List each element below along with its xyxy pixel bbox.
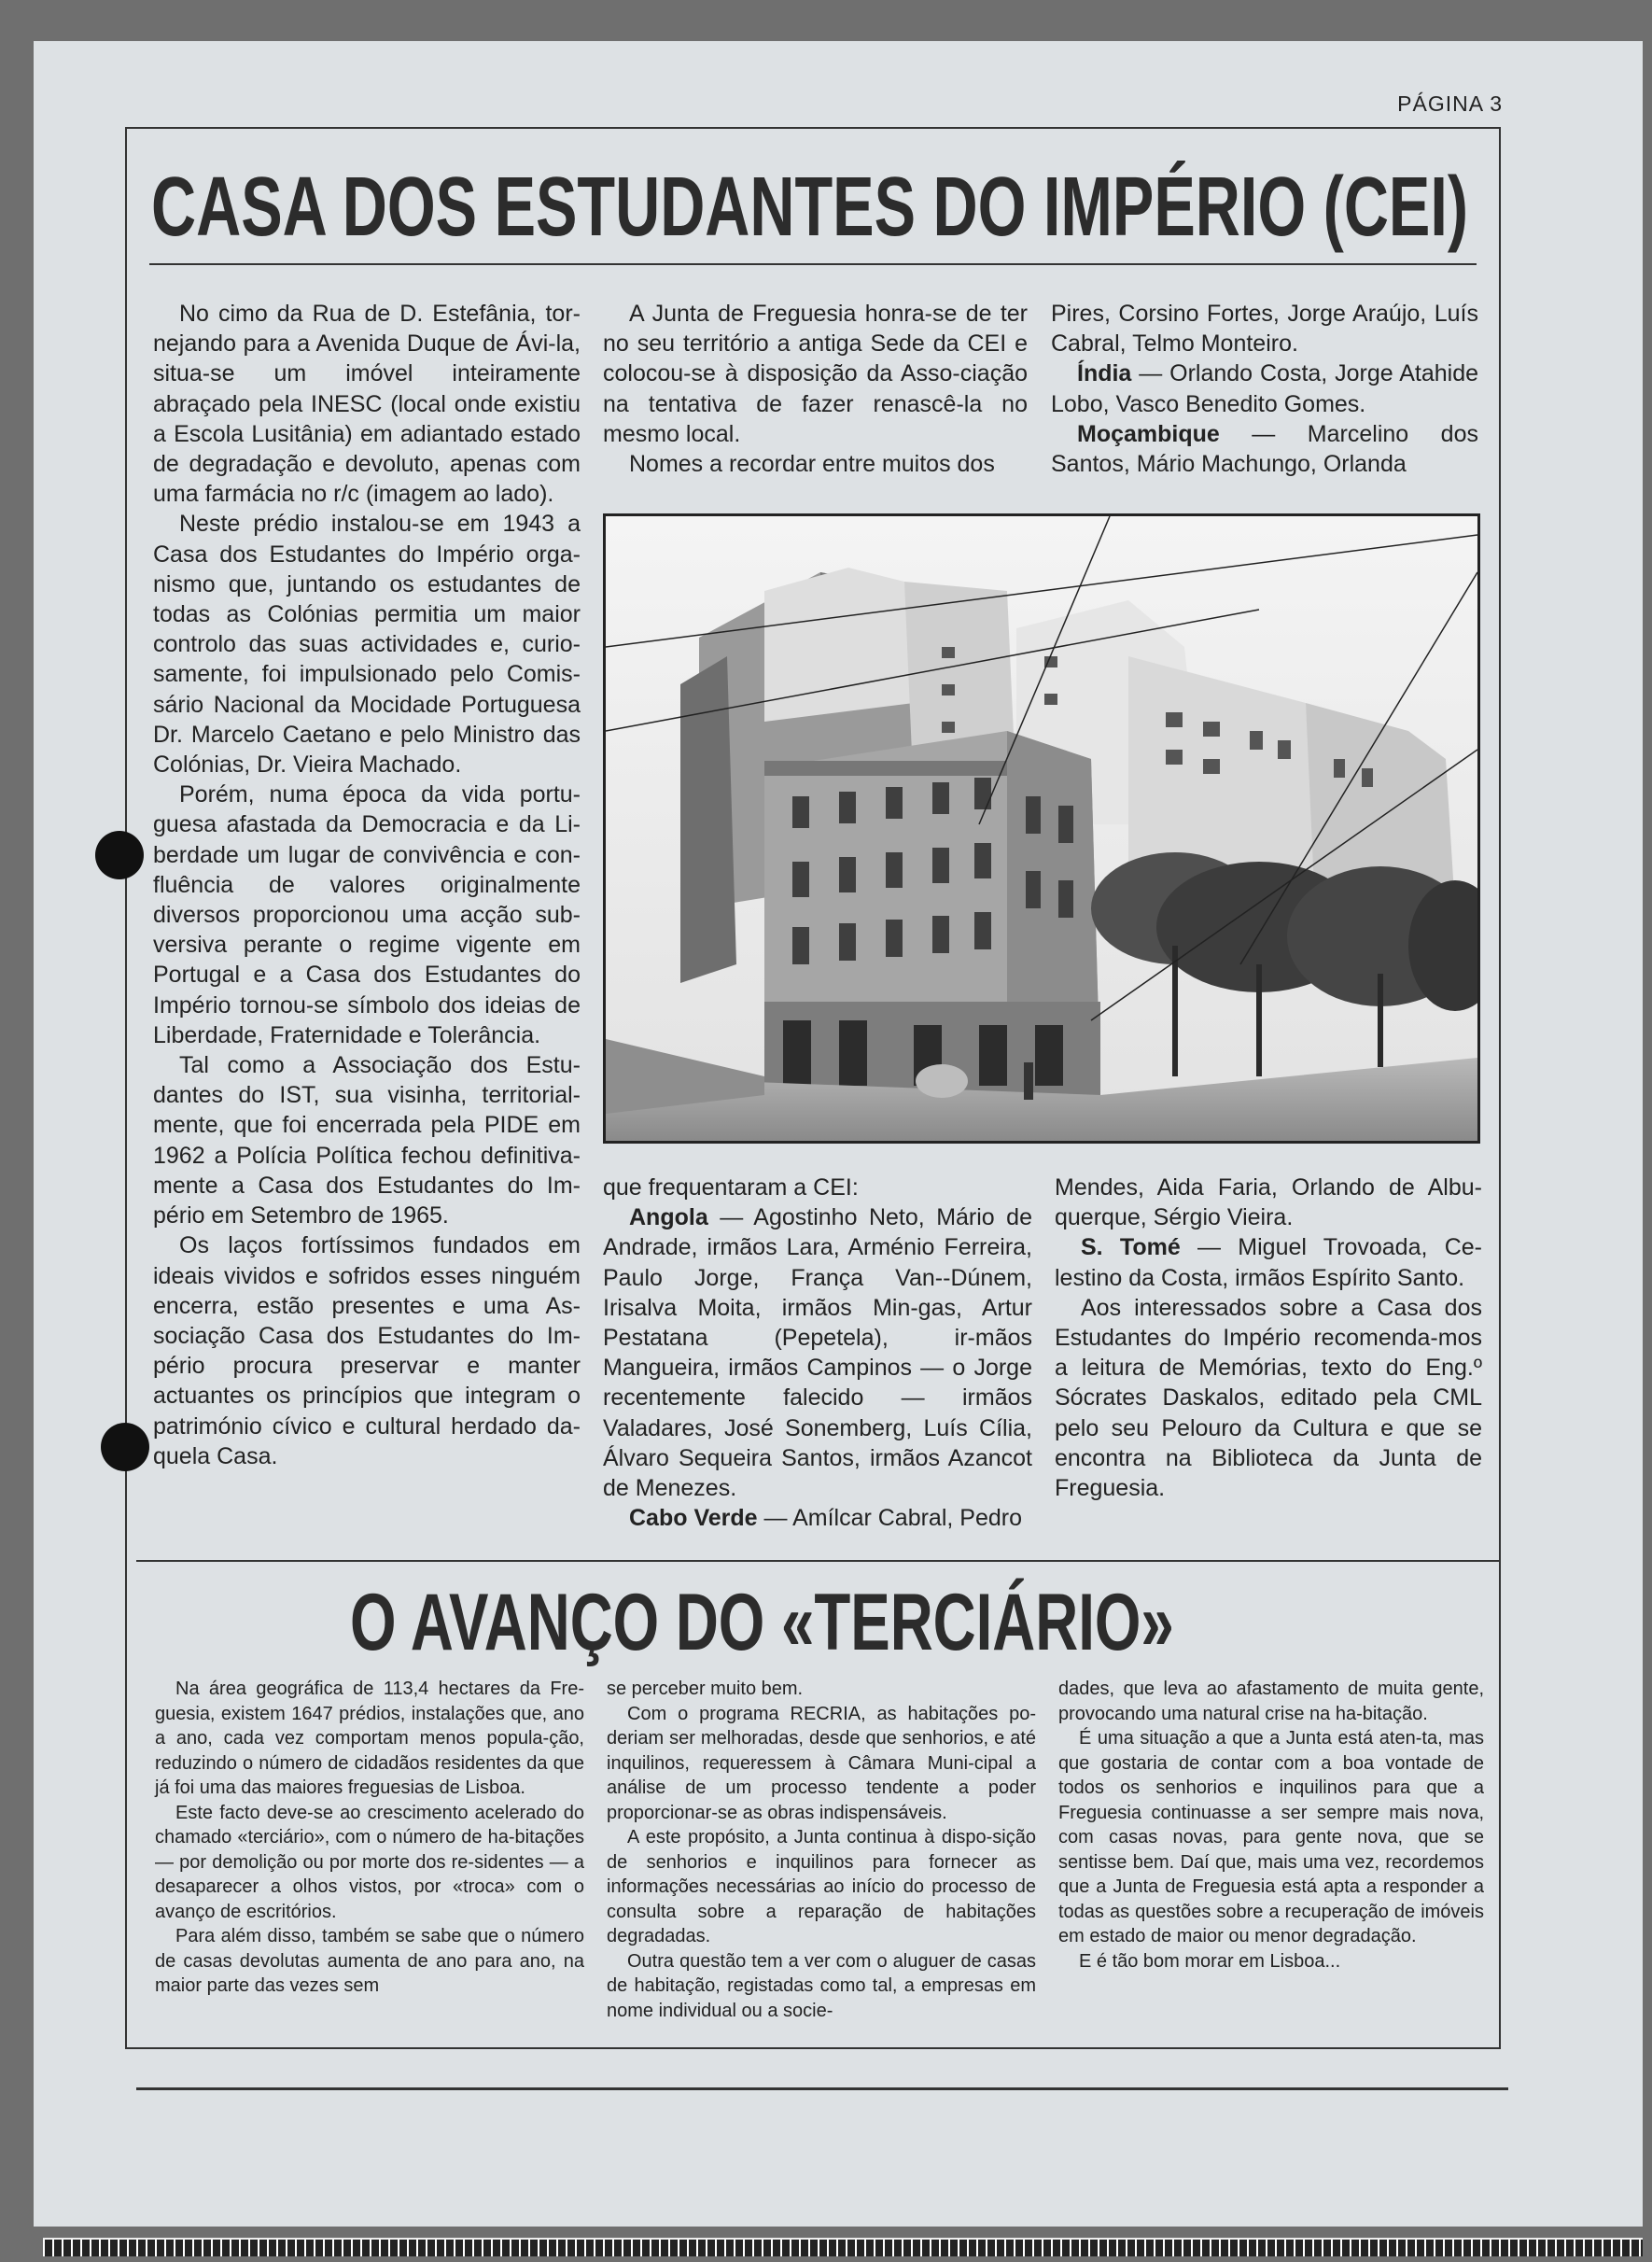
article2-column-3 <box>1058 1677 1484 1974</box>
punch-hole <box>95 831 144 879</box>
paragraph: Este facto deve-se ao crescimento acelerado do chamado «terciário», com o número de ha-bitações — por demolição ou por morte dos re-sidentes — a desaparecer a olhos vistos, por «troca» com o avanço de escritórios. <box>155 1802 584 1922</box>
paragraph: Pires, Corsino Fortes, Jorge Araújo, Luís Cabral, Telmo Monteiro. <box>1051 301 1478 358</box>
bottom-rule <box>136 2087 1508 2090</box>
paragraph: Neste prédio instalou-se em 1943 a Casa dos Estudantes do Império orga-nismo que, juntando os estudantes de todas as Colónias permitia um maior controlo das suas actividades e, curio-samente, foi impulsionado pelo Comis-sário Nacional da Mocidade Portuguesa Dr. Marcelo Caetano e pelo Ministro das Colónias, Dr. Vieira Machado. <box>153 511 581 779</box>
paragraph: que frequentaram a CEI: <box>603 1174 859 1201</box>
country-label: Angola <box>629 1204 708 1231</box>
article2-column-2 <box>607 1677 1036 2023</box>
paragraph: A Junta de Freguesia honra-se de ter no seu território a antiga Sede da CEI e colocou-se à disposição da Asso-ciação na tentativa de fazer renascê-la no mesmo local. <box>603 301 1028 447</box>
paragraph: Cabo Verde — Amílcar Cabral, Pedro <box>629 1505 1022 1532</box>
paragraph: É uma situação a que a Junta está aten-ta, mas que gostaria de contar com a boa vontade de todos os senhorios e inquilinos para que a Freguesia continuasse a ser sempre mais nova, com casas novas, para gente nova, que se sentisse bem. Daí que, mais uma vez, recordemos que a Junta de Freguesia está apta a responder a todas as questões sobre a recuperação de imóveis em estado de maior ou menor degradação. <box>1058 1728 1484 1946</box>
paragraph: Os laços fortíssimos fundados em ideais vividos e sofridos esses ninguém encerra, estão presentes e uma As-sociação Casa dos Estudantes do Im-pério procura preservar e manter actuantes os princípios que integram o património cívico e cultural herdado da-quela Casa. <box>153 1232 581 1469</box>
paragraph: A este propósito, a Junta continua à dispo-sição de senhorios e inquilinos para fornecer as informações necessárias ao início do processo de consulta sobre a reparação de habitações degradadas. <box>607 1827 1036 1946</box>
punch-hole <box>101 1423 149 1471</box>
article2-column-1 <box>155 1677 584 1999</box>
building-photo-image <box>606 516 1477 1141</box>
paragraph: No cimo da Rua de D. Estefânia, tor-nejando para a Avenida Duque de Ávi-la, situa-se um imóvel inteiramente abraçado pela INESC (local onde existiu a Escola Lusitânia) em adiantado estado de degradação e devoluto, apenas com uma farmácia no r/c (imagem ao lado). <box>153 301 581 508</box>
page-number: PÁGINA 3 <box>1397 91 1503 116</box>
paragraph: Na área geográfica de 113,4 hectares da Fre-guesia, existem 1647 prédios, instalações que, ano a ano, cada vez comportam menos popula-ção, reduzindo o número de cidadãos residentes da que já foi uma das maiores freguesias de Lisboa. <box>155 1679 584 1798</box>
article1-column-3-bottom <box>1055 1173 1482 1503</box>
paragraph: Com o programa RECRIA, as habitações po-deriam ser melhoradas, desde que senhorios, e até inquilinos, requeressem à Câmara Muni-cipal a análise de um processo tendente a poder proporcionar-se as obras indispensáveis. <box>607 1703 1036 1823</box>
paragraph: Nomes a recordar entre muitos dos <box>629 451 995 478</box>
article1-column-3-top <box>1051 299 1478 479</box>
paragraph: Índia — Orlando Costa, Jorge Atahide Lobo, Vasco Benedito Gomes. <box>1051 360 1478 417</box>
article-title: O AVANÇO DO «TERCIÁRIO» <box>350 1578 1174 1667</box>
scan-ruler <box>43 2238 1643 2256</box>
building-photo <box>603 513 1480 1144</box>
paragraph: dades, que leva ao afastamento de muita gente, provocando uma natural crise na ha-bitação. <box>1058 1679 1484 1724</box>
paragraph: Outra questão tem a ver com o aluguer de casas de habitação, registadas como tal, a empresas em nome individual ou a socie- <box>607 1950 1036 2021</box>
country-label: Índia <box>1077 360 1132 387</box>
paragraph: Moçambique — Marcelino dos Santos, Mário Machungo, Orlanda <box>1051 420 1478 478</box>
article1-column-2-bottom <box>603 1173 1032 1533</box>
paragraph: S. Tomé — Miguel Trovoada, Ce-lestino da Costa, irmãos Espírito Santo. <box>1055 1234 1482 1291</box>
article1-column-2-top <box>603 299 1028 479</box>
country-label: Moçambique <box>1077 420 1220 447</box>
article1-column-1 <box>153 299 581 1471</box>
paragraph: Porém, numa época da vida portu-guesa afastada da Democracia e da Li-berdade um lugar de convivência e con-fluência de valores originalmente diversos proporcionou uma acção sub-versiva perante o regime vigente em Portugal e a Casa dos Estudantes do Império tornou-se símbolo dos ideias de Liberdade, Fraternidade e Tolerância. <box>153 781 581 1048</box>
title-underline <box>149 263 1477 265</box>
paragraph: Tal como a Associação dos Estu-dantes do IST, sua visinha, territorial-mente, que foi encerrada pela PIDE em 1962 a Polícia Política fechou definitiva-mente a Casa dos Estudantes do Im-pério em Setembro de 1965. <box>153 1052 581 1229</box>
paragraph: Mendes, Aida Faria, Orlando de Albu-querque, Sérgio Vieira. <box>1055 1174 1482 1231</box>
country-label: Cabo Verde <box>629 1505 758 1532</box>
paragraph: Aos interessados sobre a Casa dos Estudantes do Império recomenda-mos a leitura de Memórias, texto do Eng.º Sócrates Daskalos, editado pela CML pelo seu Pelouro da Cultura e que se encontra na Biblioteca da Junta de Freguesia. <box>1055 1294 1482 1502</box>
article-title: CASA DOS ESTUDANTES DO IMPÉRIO (CEI) <box>151 161 1469 254</box>
paragraph: Para além disso, também se sabe que o número de casas devolutas aumenta de ano para ano, na maior parte das vezes sem <box>155 1926 584 1996</box>
country-label: S. Tomé <box>1081 1234 1181 1261</box>
paragraph: Angola — Agostinho Neto, Mário de Andrade, irmãos Lara, Arménio Ferreira, Paulo Jorge, França Van-‑Dúnem, Irisalva Moita, irmãos Min-gas, Artur Pestatana (Pepetela), ir-mãos Mangueira, irmãos Campinos — o Jorge recentemente falecido — irmãos Valadares, José Sonemberg, Luís Cília, Álvaro Sequeira Santos, irmãos Azancot de Menezes. <box>603 1204 1032 1502</box>
paragraph: se perceber muito bem. <box>607 1679 804 1699</box>
section-divider <box>136 1560 1501 1562</box>
paragraph: E é tão bom morar em Lisboa... <box>1079 1950 1341 1972</box>
